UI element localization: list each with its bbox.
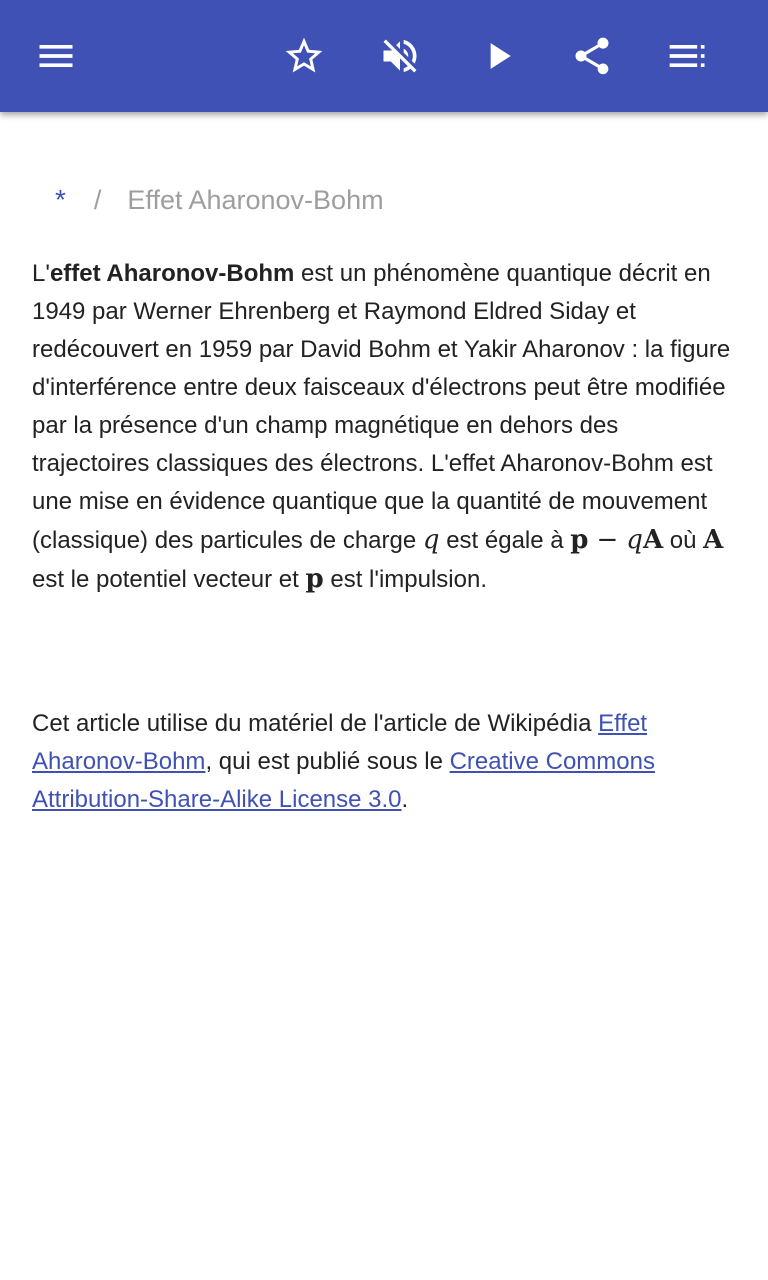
favorite-button[interactable] [270, 22, 338, 90]
attribution-middle: , qui est publié sous le [205, 748, 450, 775]
play-icon [476, 34, 520, 78]
where-text: où [663, 527, 704, 554]
breadcrumb-home-link[interactable]: * [55, 184, 66, 215]
article-subject: effet Aharonov-Bohm [49, 260, 295, 287]
math-momentum: p [305, 564, 324, 594]
wikipedia-article-link[interactable]: Effet Aharonov-Bohm [32, 710, 648, 775]
license-link[interactable]: Creative Commons Attribution-Share-Alike License 3.0 [32, 748, 655, 813]
menu-button[interactable] [22, 22, 90, 90]
intro-text: est un phénomène quantique décrit en 1949 par Werner Ehrenberg et Raymond Eldred Siday et redécouvert en 1959 par David Bohm et Yakir Aharonov : la figure d'interférence entre deux faisceaux d'électrons peut être modifiée par la présence d'un champ magnétique en dehors des trajectoires classiques des électrons. L'effet Aharonov-Bohm est une mise en évidence quantique que la quantité de mouvement (classique) des particules de charge [32, 260, 731, 554]
breadcrumb-separator: / [93, 184, 102, 215]
math-expression: p − qA [570, 525, 664, 555]
article-body [32, 255, 738, 599]
playlist-icon [666, 34, 710, 78]
mute-button[interactable] [366, 22, 434, 90]
share-icon [570, 34, 614, 78]
share-button[interactable] [558, 22, 626, 90]
intro-prefix: L' [32, 260, 50, 287]
math-charge: q [422, 525, 440, 555]
attribution-prefix: Cet article utilise du matériel de l'article de Wikipédia [32, 710, 599, 737]
attribution-paragraph [32, 705, 738, 819]
equals-text: est égale à [439, 527, 571, 554]
star-outline-icon [282, 34, 326, 78]
attribution-notice [32, 705, 738, 819]
end-text: est l'impulsion. [323, 566, 487, 593]
article-paragraph [32, 255, 738, 599]
breadcrumb [55, 180, 384, 220]
menu-icon [34, 34, 78, 78]
contents-button[interactable] [654, 22, 722, 90]
attribution-suffix: . [401, 786, 409, 813]
breadcrumb-current: Effet Aharonov-Bohm [127, 184, 384, 215]
math-vector-potential: A [703, 525, 724, 555]
app-toolbar [0, 0, 768, 112]
potential-text: est le potentiel vecteur et [32, 566, 306, 593]
play-button[interactable] [464, 22, 532, 90]
volume-off-icon [378, 34, 422, 78]
